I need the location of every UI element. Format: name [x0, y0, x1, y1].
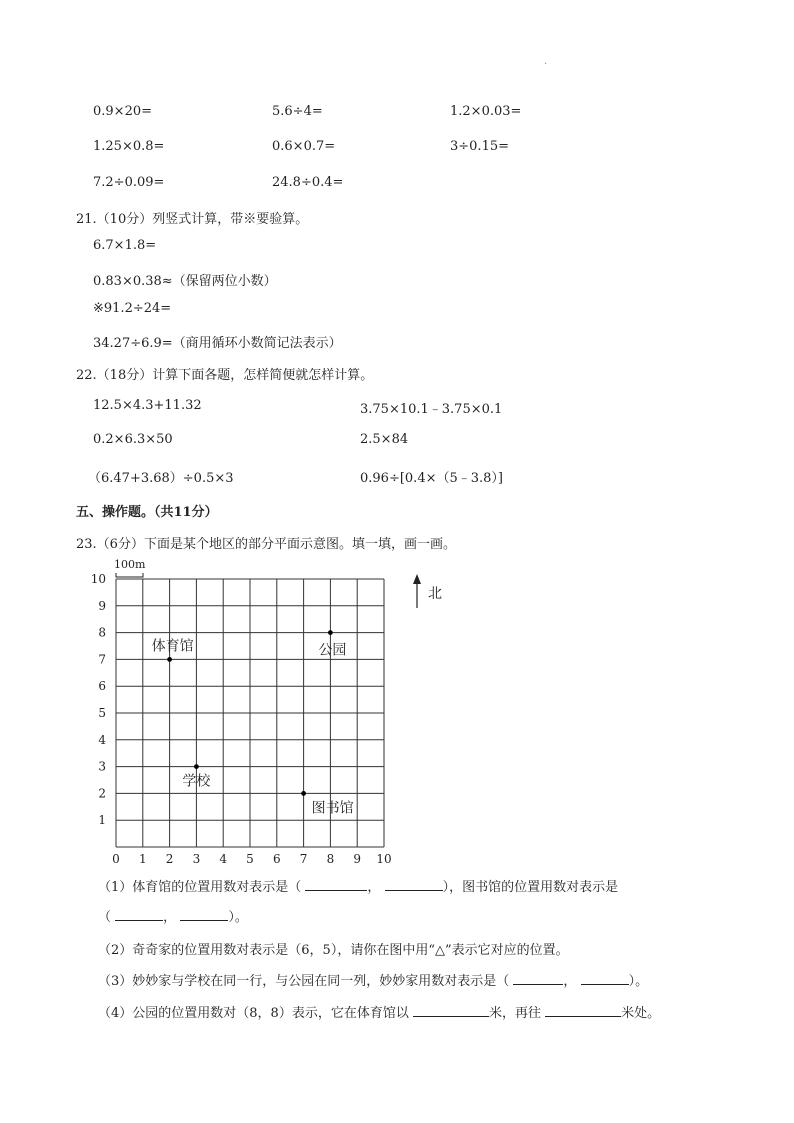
q22-right-item: 3.75×10.1﹣3.75×0.1 [360, 402, 503, 417]
x-tick-label: 4 [219, 852, 228, 866]
paren-open: （ [98, 910, 112, 925]
calc-item: 7.2÷0.09= [93, 175, 165, 190]
q21-item: 0.83×0.38≈（保留两位小数） [93, 274, 277, 289]
y-tick-label: 2 [98, 786, 106, 801]
q23-sub4-text-a: （4）公园的位置用数对（8，8）表示，它在体育馆以 [98, 1006, 409, 1021]
q23-sub2: （2）奇奇家的位置用数对表示是（6，5），请你在图中用“△”表示它对应的位置。 [98, 943, 569, 958]
axis-ticks [91, 572, 392, 866]
y-tick-label: 9 [98, 598, 106, 613]
q23-sub1-text-a: （1）体育馆的位置用数对表示是（ [98, 880, 302, 895]
q23-sub4-text-b: 米，再往 [488, 1006, 541, 1021]
x-tick-label: 8 [326, 852, 335, 866]
q23-sub1-cont [98, 906, 248, 925]
answer-blank[interactable] [385, 878, 443, 891]
q23-sub3-text-b: ）。 [628, 974, 649, 989]
calc-item: 24.8÷0.4= [272, 175, 344, 190]
answer-blank[interactable] [115, 908, 163, 921]
q23-sub4-text-c: 米处。 [621, 1006, 661, 1021]
map-point-label: 体育馆 [151, 638, 194, 655]
x-tick-label: 9 [353, 852, 362, 866]
map-point [301, 791, 306, 796]
q22-right-item: 0.96÷[0.4×（5﹣3.8）] [360, 471, 503, 486]
answer-blank[interactable] [513, 972, 563, 985]
q21-title: 21.（10分）列竖式计算，带※要验算。 [76, 212, 309, 227]
calc-item: 0.6×0.7= [272, 139, 336, 154]
calc-item: 0.9×20= [93, 104, 153, 119]
scale-bar [114, 558, 146, 577]
map-point [328, 630, 333, 635]
y-tick-label: 8 [98, 625, 106, 640]
q23-title: 23.（6分）下面是某个地区的部分平面示意图。填一填，画一画。 [76, 537, 456, 552]
y-tick-label: 7 [98, 652, 106, 667]
x-tick-label: 3 [192, 852, 201, 866]
section-heading: 五、操作题。（共11分） [76, 505, 218, 520]
answer-blank[interactable] [545, 1004, 621, 1017]
q23-sub1-text-b: ），图书馆的位置用数对表示是 [442, 880, 619, 895]
comma: ， [563, 974, 577, 989]
y-tick-label: 1 [98, 813, 106, 828]
calc-item: 3÷0.15= [450, 139, 510, 154]
comma: ， [367, 880, 381, 895]
q23-sub4 [98, 1002, 660, 1021]
calc-item: 1.25×0.8= [93, 139, 165, 154]
x-tick-label: 0 [112, 852, 120, 866]
map-point-label: 图书馆 [311, 800, 354, 817]
q23-sub3-text-a: （3）妙妙家与学校在同一行，与公园在同一列，妙妙家用数对表示是（ [98, 974, 510, 989]
q23-sub3 [98, 970, 648, 989]
top-mark: . [544, 56, 548, 67]
x-tick-label: 10 [376, 852, 392, 866]
calc-item: 1.2×0.03= [450, 104, 522, 119]
answer-blank[interactable] [305, 878, 367, 891]
y-tick-label: 5 [98, 706, 106, 720]
north-label: 北 [428, 586, 442, 602]
q22-left-item: （6.47+3.68）÷0.5×3 [88, 471, 234, 486]
answer-blank[interactable] [581, 972, 629, 985]
q22-right-item: 2.5×84 [360, 432, 409, 447]
x-tick-label: 2 [165, 852, 174, 866]
paren-close: ）。 [228, 910, 248, 925]
map-point [194, 764, 199, 769]
y-tick-label: 3 [98, 759, 106, 774]
scale-label: 100m [114, 558, 146, 571]
comma: ， [163, 910, 177, 925]
map-point [167, 657, 172, 662]
q23-sub1 [98, 876, 618, 895]
y-tick-label: 6 [98, 679, 106, 694]
q21-item: 6.7×1.8= [93, 238, 157, 253]
q22-left-item: 0.2×6.3×50 [93, 432, 173, 447]
q21-item: ※91.2÷24= [93, 301, 172, 316]
q22-title: 22.（18分）计算下面各题，怎样简便就怎样计算。 [76, 368, 374, 383]
x-tick-label: 7 [299, 852, 308, 866]
x-tick-label: 5 [246, 852, 254, 866]
north-arrow [413, 574, 442, 608]
q22-left-item: 12.5×4.3+11.32 [93, 398, 202, 413]
y-tick-label: 4 [98, 732, 106, 747]
map-point-label: 公园 [318, 642, 347, 659]
q21-item: 34.27÷6.9=（商用循环小数简记法表示） [93, 336, 342, 351]
answer-blank[interactable] [413, 1004, 489, 1017]
x-tick-label: 6 [272, 852, 281, 866]
y-tick-label: 10 [90, 572, 106, 586]
map-points [152, 630, 354, 816]
x-tick-label: 1 [138, 852, 147, 866]
calc-item: 5.6÷4= [272, 104, 323, 119]
map-point-label: 学校 [182, 773, 211, 790]
answer-blank[interactable] [180, 908, 228, 921]
